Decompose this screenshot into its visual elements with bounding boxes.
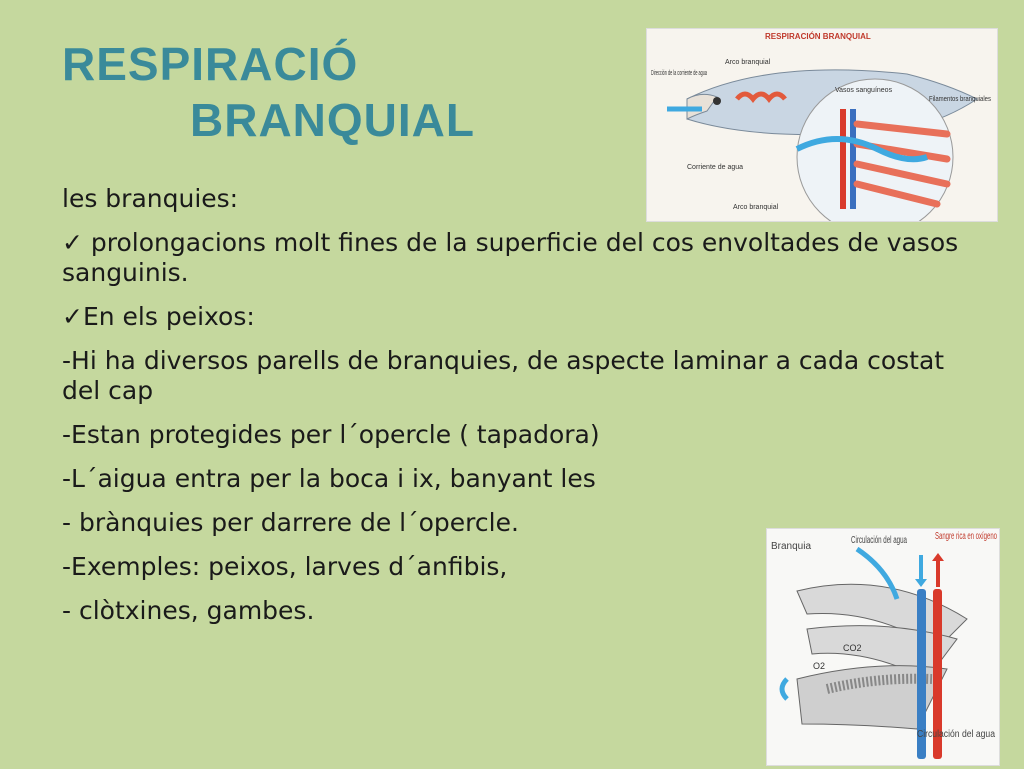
body-line: -Hi ha diversos parells de branquies, de aspecte laminar a cada costat del cap	[62, 346, 945, 405]
body-line: ✓En els peixos:	[62, 302, 255, 331]
fig1-heading: RESPIRACIÓN BRANQUIAL	[765, 32, 871, 41]
fig2-label: Circulación del agua	[917, 729, 996, 740]
slide-title	[62, 36, 475, 148]
fig2-label: O2	[813, 661, 826, 671]
fig1-label: Vasos sanguíneos	[835, 87, 893, 94]
body-line: - brànquies per darrere de l´opercle.	[62, 508, 519, 537]
body-line: les branquies:	[62, 184, 239, 213]
body-line: ✓ prolongacions molt fines de la superficie del cos envoltades de vasos sanguinis.	[62, 228, 959, 287]
fig2-label: Circulación del agua	[851, 535, 908, 546]
fig1-label: Filamentos branquiales	[929, 96, 992, 103]
body-line: -Estan protegides per l´opercle ( tapadora)	[62, 420, 600, 449]
title-line-2: BRANQUIAL	[190, 94, 475, 146]
fish-gill-diagram	[646, 28, 998, 222]
check-icon: ✓	[62, 228, 83, 257]
fig1-label: Corriente de agua	[687, 164, 744, 171]
body-line: -Exemples: peixos, larves d´anfibis,	[62, 552, 508, 581]
gill-filament-diagram	[766, 528, 1000, 766]
fig2-label: Branquia	[771, 541, 812, 552]
fig1-label: Arco branquial	[725, 59, 771, 66]
fig2-label: Sangre rica en oxígeno	[935, 531, 998, 542]
check-icon: ✓	[62, 302, 83, 331]
title-line-1: RESPIRACIÓ	[62, 38, 359, 90]
fig1-label: Arco branquial	[733, 204, 779, 211]
body-line: - clòtxines, gambes.	[62, 596, 315, 625]
fig2-label: CO2	[843, 643, 862, 653]
fig1-label: Dirección de la corriente de agua	[651, 70, 708, 77]
body-line: -L´aigua entra per la boca i ix, banyant les	[62, 464, 596, 493]
